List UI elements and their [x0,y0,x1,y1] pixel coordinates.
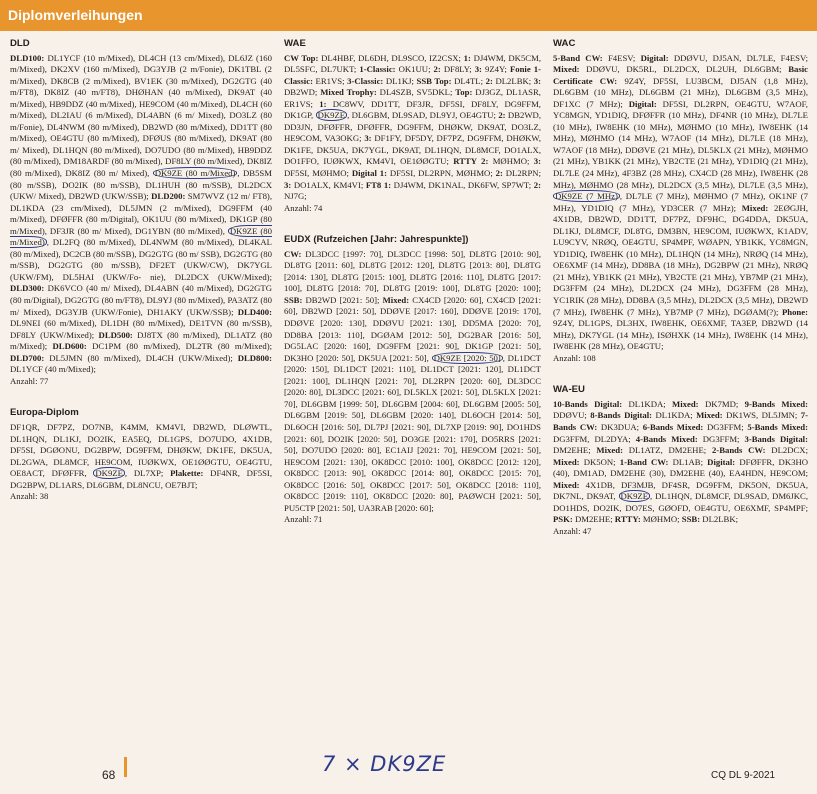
category-label: Basic Certificate CW: [553,64,808,86]
page-number: 68 [102,768,116,782]
category-label: Plakette: [170,468,204,479]
category-label: Phone: [781,306,808,317]
category-label: Mixed Trophy: [320,87,377,98]
footer-accent-bar [124,757,127,777]
dld-title: DLD [10,38,30,49]
category-label: RTTY 2: [453,156,489,167]
category-label: 1-Classic: [359,64,396,75]
wae-count: Anzahl: 74 [284,202,323,213]
category-label: 3-Classic: [347,75,384,86]
category-label: 9-Bands Mixed: [744,398,808,409]
category-label: 5-Band CW: [553,52,603,63]
waeu-count: Anzahl: 47 [553,525,592,536]
category-label: 2-Bands CW: [711,445,766,456]
wae-title: WAE [284,38,306,49]
category-label: CW Top: [284,52,319,63]
category-label: 6-Bands Mixed: [642,421,704,432]
europa-count: Anzahl: 38 [10,491,49,502]
category-label: 2: [533,179,541,190]
section-title: Diplomverleihungen [8,7,143,23]
category-label: Top: [455,87,473,98]
eudx-text: CW: DL3DCC [1997: 70], DL3DCC [1998: 50], DL8TG [2010: 90], DL8TG [2011: 60], DL8TG [2012: 120], DL8TG [2013: 80], DL8TG [2014: 130], DL8TG [2015: 100], DL8TG [2016: 110], DL8TG [2017: 100], DL8TG [2018: 70], DL8TG [2019: 100], DL8TG [2020: 100]; SSB: DB2WD [2021: 50]; Mixed: CX4CD [2020: 60], CX4CD [2021: 60], DB2WD [2021: 50], DDØVE [2017: 160], DDØVE [2019: 170], DDØVE [2020: 130], DDØVU [2021: 130], DD5MA [2020: 70], DD8BA [2013: 110], DGØAM [2012: 50], DG2BAR [2016: 50], DG5LAC [2020: 160], DG9FFM [2021: 90], DK1GP [2021: 50], DK3HO [2020: 50], DK5UA [2021: 50], DK9ZE [2020: 50] , DL1DCT [2020: 150], DL1DCT [2021: 110], DL1DCT [2021: 120], DL1DCT [2021: 100], DL1HQN [2021: 70], DL2RPN [2020: 60], DL3DCC [2020: 80], DL3DCC [2021: 60], DL5KLX [2021: 50], DL5KLX [2021: 70], DL6GBM [1999: 50], DL6GBM [2004: 60], DL6GBM [2005: 50], DL6GBM [2019: 50], DL6GBM [2020: 140], DL6OCH [2014: 50], DL6OCH [2016: 50], DL7PJ [2021: 90], DL7XP [2019: 90], DO1HDS [2021: 60], DO2IK [2020: 50], DO3GE [2021: 170], DO5RRS [2021: 50], DO7UDO [2020: 80], EC1AIJ [2021: 70], HE9COM [2021: 50], HE9COM [2021: 130], OK8DCC [2010: 100], OK8DCC [2012: 120], OK8DCC [2013: 90], OK8DCC [2014: 80], OK8DCC [2015: 70], OK8DCC [2016: 50], OK8DCC [2017: 50], OK8DCC [2018: 110], OK8DCC [2019: 110], OK8DCC [2020: 80], PAØWCH [2021: 50], PU5CTP [2021: 50], UA3RAB [2020: 60]; [284,248,541,513]
category-label: Mixed: [553,456,580,467]
waeu-text: 10-Bands Digital: DL1KDA; Mixed: DK7MD; 9-Bands Mixed: DDØVU; 8-Bands Digital: DL1KDA; Mixed: DK1WS, DL5JMN; 7-Bands CW: DK3DUA; 6-Bands Mixed: DG3FFM; 5-Bands Mixed: DG3FFM, DL2DYA; 4-Bands Mixed: DG3FFM; 3-Bands Digital: DM2EHE; Mixed: DL1ATZ, DM2EHE; 2-Bands CW: DL2DCX; Mixed: DK5ON; 1-Band CW: DL1AB; Digital: DFØFFR, DK3HO (40), DM1AD, DM2EHE (30), DM2EHE (40), EA4HDN, HE9COM; Mixed: 4X1DB, DF3MJB, DF4SR, DG9FFM, DK5ON, DK5UA, DK7NL, DK9AT, DK9ZE , DL1HQN, DL8MCF, DL9SAD, DM6JKC, DO1HDS, DO2IK, DO7ES, GØOFD, OE4GTU, OE6XMF, SP4MPF; PSK: DM2EHE; RTTY: MØHMO; SSB: DL2LBK; [553,398,808,525]
category-label: 3: [364,133,372,144]
column-right [553,38,808,738]
circled-callsign: DK9ZE [2020: 50] [433,352,501,363]
dld-text: DLD100: DL1YCF (10 m/Mixed), DL4CH (13 cm/Mixed), DL6JZ (160 m/Mixed), DK2XV (160 m/Mixed), DG3YJB (2 m/Fonie), DK1TBL (2 m/Mixed), DK8CB (2 m/Mixed), BV1EK (30 m/Mixed), DG2GTG (40 m/FT8), DK8IZ (40 m/FT8), DHØHAN (40 m/Mixed), DK9AT (40 m/Mixed), HB9DDZ (40 m/Mixed), HE9COM (40 m/Mixed), DL4CH (60 m/Mixed), DL2IAU (6 m/Mixed), DL4ABN (6 m/ Mixed), DO3LZ (80 m/Fonie), DL4NWM (80 m/Mixed), DB2WD (80 m/Mixed), DD1TT (80 m/Mixed), OE4GTU (80 m/Mixed), DFØUS (80 m/Mixed), DK9AT (80 m/ Mixed), DL1HQN (80 m/Mixed), DO7UDO (80 m/Mixed), HB9DDZ (80 m/Mixed), DM18ARDF (80 m/Mixed), DF8LY (80 m/Mixed), DK8IZ (80 m/Mixed), DK8IZ (80 m/ Mixed), DK9ZE (80 m/Mixed) , DB5SM (80 m/SSB), DO2IK (80 m/SSB), DL1HUH (80 m/SSB), DL2DCX (UKW/ Mixed), DB2WD (UKW/SSB); DLD200: SM7WVZ (12 m/ FT8), DL1KDA (23 cm/Mixed), DL5JMN (2 m/Mixed), DG9FFM (40 m/Mixed), DFØFFR (80 m/Digital), OK1UU (80 m/Mixed), DK1GP (80 m/Mixed), DF3JR (80 m/ Mixed), DG1YBN (80 m/Mixed), DK9ZE (80 m/Mixed) , DL2FQ (80 m/Mixed), DL4NWM (80 m/Mixed), DL4KAL (80 m/Mixed), DC2CB (80 m/SSB), DG2GTG (80 m/ SSB), DG2GTG (80 m/SSB), DG2GTG (80 m/SSB), DF2ET (UKW/CW), DK7YGL (UKW/FM), DL5HAI (UKW/Fo- nie), DL2DCX (UKW/Mixed); DLD300: DK6VCO (40 m/ Mixed), DL4ABN (40 m/Mixed), DG2GTG (80 m/Digital), DG2GTG (80 m/FT8), DL9YJ (80 m/Mixed), PA3ATZ (80 m/ Mixed), DG3YJB (UKW/Fonie), DH1AKY (UKW/SSB); DLD400: DL9NEI (60 m/Mixed), DL1DH (80 m/Mixed), DE1TVN (80 m/SSB), DF8LY (UKW/Mixed); DLD500: DJ8TX (80 m/Mixed), DL1ATZ (80 m/Mixed); DLD600: DC1PM (80 m/Mixed), DL2TR (80 m/Mixed); DLD700: DL5JMN (80 m/Mixed), DL4CH (UKW/Mixed); DLD800: DL1YCF (40 m/Mixed); [10,52,272,375]
circled-callsign: DK9ZE [317,110,346,121]
category-label: Digital: [707,456,736,467]
europa-title: Europa-Diplom [10,407,79,419]
category-label: 5-Bands Mixed: [747,421,808,432]
category-label: 4-Bands Mixed: [635,433,698,444]
waeu-title: WA-EU [553,384,585,396]
europa-text: DF1QR, DF7PZ, DO7NB, K4MM, KM4VI, DB2WD, DLØWTL, DL1HQN, DL1KJ, DO2IK, EA5EQ, DL1GPS, DO7UDO, 4X1DB, DF5SI, DGØONU, DG2BPW, DG9FFM, DHØKW, DK1FE, DK5UA, DL2GWA, DL8MCF, HE9COM, IUØKWX, OE1ØØGTU, OE4GTU, OE8ACT, DFØFFR, DK9ZE , DL7XP; Plakette: DF4NR, DF5SI, DG2BPW, DL1ARS, DL6GBM, DL8NCU, OE7BJT; [10,421,272,490]
category-label: DLD500: [98,329,133,340]
category-label: 3: [474,64,482,75]
category-label: PSK: [553,514,573,525]
category-label: Fonie 1-Classic: [284,64,541,86]
dld-count: Anzahl: 77 [10,375,49,386]
category-label: DLD400: [237,306,272,317]
column-left [10,38,272,738]
category-label: Mixed: [553,64,580,75]
circled-callsign: DK9ZE [620,491,649,502]
magazine-issue: CQ DL 9-2021 [711,770,776,781]
wac-count: Anzahl: 108 [553,352,596,363]
category-label: Digital 1: [351,168,388,179]
category-label: 1-Band CW: [619,456,669,467]
category-label: RTTY: [614,514,641,525]
category-label: 2: [433,64,441,75]
category-label: DLD700: [10,352,45,363]
category-label: 7-Bands CW: [553,410,808,432]
category-label: Mixed: [596,445,623,456]
category-label: DLD100: [10,52,45,63]
wac-text: 5-Band CW: F4ESV; Digital: DDØVU, DJ5AN, DL7LE, F4ESV; Mixed: DDØVU, DK5RL, DL2DCX, DL2UH, DL6GBM; Basic Certificate CW: 9Z4Y, DF5SI, LU3BCM, DJ5AN (1,8 MHz), DL6GBM (10 MHz), DL6GBM (21 MHz), DL6GBM (3,5 MHz), DF1XC (7 MHz); Digital: DF5SI, DL2RPN, OE4GTU, W7AOF, YC8MGN, YD1DIQ, DFØFFR (10 MHz), DF4NR (10 MHz), DL7LE (10 MHz), IW8EHK (10 MHz), MØHMO (10 MHz), IW8EHK (14 MHz), MØHMO (14 MHz), W7AOF (14 MHz), DL7LE (18 MHz), W7AOF (18 MHz), DDØVE (21 MHz), DL5KLX (21 MHz), MØHMO (21 MHz), YB1KK (21 MHz), YB2CTE (21 MHz), YD1DIQ (21 MHz), DL7LE (24 MHz), 4F3BZ (28 MHz), CX4CD (28 MHz), IW8EHK (28 MHz), MØHMO (28 MHz), DL2DCX (3,5 MHz), DL7LE (3,5 MHz), DK9ZE (7 MHz) , DL7LE (7 MHz), MØHMO (7 MHz), OK1NF (7 MHz), YD1DIQ (7 MHz), YD3CER (7 MHz); Mixed: 2EØGJH, 4X1DB, DB2WD, DD1TT, DF7PZ, DF9HC, DG4DDA, DK5UA, DL1KJ, DL8MCF, DL8TG, DM3BN, HE9COM, IUØKWX, K1ADV, LU9CYV, NRØQ, OE4GTU, SP4MPF, WØAPN, YB1KK, YC8MGN, YD1DIQ, IW8EHK (10 MHz), DL1HQN (14 MHz), NRØQ (14 MHz), OE6XMF (14 MHz), DD8BA (18 MHz), DG2BPW (21 MHz), NRØQ (21 MHz), YB1KK (21 MHz), YB2CTE (21 MHz), YB7MP (21 MHz), DG3FFM (24 MHz), DL2DCX (24 MHz), DG3FFM (28 MHz), YC1RIK (28 MHz), DD8BA (3,5 MHz), DL2DCX (3,5 MHz), DB2WD (7 MHz), IW8EHK (7 MHz), YB7MP (7 MHz), DGØAM(?); Phone: 9Z4Y, DL1GPS, DL3HX, IW8EHK, OE6XMF, TA3EP, DB2WD (14 MHz), DK7YGL (14 MHz), ISØHXK (14 MHz), IW8EHK (14 MHz), IW8EHK (28 MHz), OE4GTU; [553,52,808,352]
wac-title: WAC [553,38,576,49]
circled-callsign: DK9ZE (7 MHz) [555,191,618,202]
category-label: DLD600: [52,341,87,352]
category-label: FT8 1: [365,179,392,190]
category-label: 1: [319,98,327,109]
handwritten-note: 7 × DK9ZE [322,752,447,776]
category-label: 8-Bands Digital: [590,410,653,421]
category-label: 2: [495,168,503,179]
category-label: 3-Bands Digital: [744,433,808,444]
category-label: Mixed: [696,410,723,421]
category-label: 2: [498,110,506,121]
category-label: CW: [284,248,302,259]
category-label: Mixed: [741,202,769,213]
category-label: 10-Bands Digital: [553,398,623,409]
category-label: 3: [284,179,292,190]
category-label: 1: [463,52,471,63]
category-label: SSB Top: [416,75,452,86]
eudx-count: Anzahl: 71 [284,514,323,525]
category-label: Mixed: [382,294,410,305]
category-label: Mixed: [553,479,580,490]
category-label: Mixed: [672,398,699,409]
category-label: 3: [533,156,541,167]
category-label: Digital: [640,52,669,63]
category-label: Digital: [628,98,657,109]
wae-text: CW Top: DL4HBF, DL6DH, DL9SCO, IZ2CSX; 1: DJ4WM, DK5CM, DL5SFC, DL7UKT; 1-Classic: OK1UU; 2: DF8LY; 3: 9Z4Y; Fonie 1-Classic: ER1VS; 3-Classic: DL1KJ; SSB Top: DL4TL; 2: DL2LBK; 3: DB2WD; Mixed Trophy: DL4SZB, SV5DKL; Top: DJ3GZ, DL1ASR, ER1VS; 1: DC8WV, DD1TT, DF3JR, DF5SI, DF8LY, DG9FFM, DK1GP, DK9ZE , DL6GBM, DL9SAD, DL9YJ, OE4GTU; 2: DB2WD, DD3JN, DFØFFR, DFØFFR, DG9FFM, DHØKW, DK9AT, DO3LZ, HE9COM, VA3OKG; 3: DF1FY, DF5DY, DF7PZ, DG9FFM, DHØKW, DK1FE, DK5UA, DK7YGL, DK9AT, DL1HQN, DL8MCF, DO1ALX, DO1FFO, IUØKWX, KM4VI, OE1ØØGTU; RTTY 2: MØHMO; 3: DF5SI, MØHMO; Digital 1: DF5SI, DL2RPN, MØHMO; 2: DL2RPN; 3: DO1ALX, KM4VI; FT8 1: DJ4WM, DK1NAL, DK6FW, SP7WT; 2: NJ7G; [284,52,541,202]
circled-callsign: DK9ZE (80 m/Mixed) [154,168,236,179]
category-label: SSB: [681,514,701,525]
column-middle [284,38,541,738]
circled-callsign: DK9ZE [95,468,123,479]
category-label: 2: [485,75,493,86]
category-label: 3: [533,75,541,86]
circled-callsign: DK9ZE (80 m/Mixed) [10,225,272,248]
category-label: SSB: [284,294,303,305]
category-label: DLD800: [237,352,272,363]
category-label: DLD200: [151,191,186,202]
eudx-title: EUDX (Rufzeichen [Jahr: Jahrespunkte]) [284,234,469,246]
category-label: DLD300: [10,283,45,294]
section-header [0,0,817,31]
